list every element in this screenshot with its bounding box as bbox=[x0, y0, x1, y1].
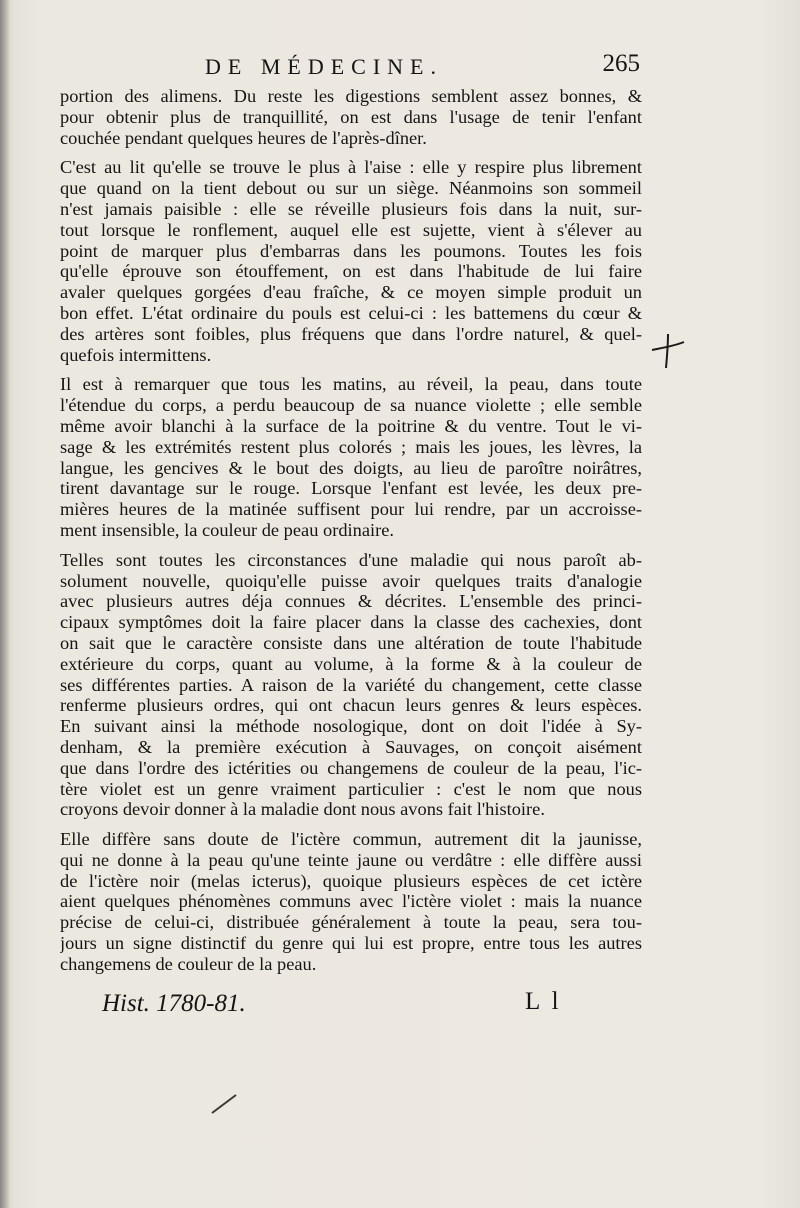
pencil-stroke-icon bbox=[210, 1093, 240, 1115]
text-line: Il est à remarquer que tous les matins, au réveil, la peau, dans toute bbox=[60, 374, 642, 395]
text-line: extérieure du corps, quant au volume, à la forme & à la couleur de bbox=[60, 653, 642, 674]
text-line: ses différentes parties. A raison de la variété du changement, cette classe bbox=[60, 674, 642, 695]
text-line: portion des alimens. Du reste les digestions semblent assez bonnes, & bbox=[60, 86, 642, 106]
paragraph-5 bbox=[60, 829, 642, 975]
text-line: denham, & la première exécution à Sauvages, on conçoit aisément bbox=[60, 736, 642, 757]
text-line: qu'elle éprouve son étouffement, on est dans l'habitude de lui faire bbox=[60, 261, 642, 282]
text-line: bon effet. L'état ordinaire du pouls est celui-ci : les battemens du cœur & bbox=[60, 302, 642, 323]
text-line: l'étendue du corps, a perdu beaucoup de sa nuance violette ; elle semble bbox=[60, 395, 642, 416]
text-line: avaler quelques gorgées d'eau fraîche, & ce moyen simple produit un bbox=[60, 282, 642, 303]
text-line: croyons devoir donner à la maladie dont nous avons fait l'histoire. bbox=[60, 799, 545, 820]
text-line: langue, les gencives & le bout des doigts, au lieu de paroître noirâtres, bbox=[60, 457, 642, 478]
text-line: Elle diffère sans doute de l'ictère commun, autrement dit la jaunisse, bbox=[60, 829, 642, 850]
text-line: de l'ictère noir (melas icterus), quoique plusieurs espèces de cet ictère bbox=[60, 870, 642, 891]
text-line: pour obtenir plus de tranquillité, on est dans l'usage de tenir l'enfant bbox=[60, 106, 642, 127]
paragraph-3 bbox=[60, 374, 642, 540]
text-line: couchée pendant quelques heures de l'après-dîner. bbox=[60, 127, 427, 148]
text-line: changemens de couleur de la peau. bbox=[60, 953, 317, 974]
text-line: jours un signe distinctif du genre qui lui est propre, entre tous les autres bbox=[60, 933, 642, 954]
text-line: des artères sont foibles, plus fréquens que dans l'ordre naturel, & quel- bbox=[60, 323, 642, 344]
text-line: aient quelques phénomènes communs avec l'ictère violet : mais la nuance bbox=[60, 891, 642, 912]
text-line: précise de celui-ci, distribuée généralement à toute la peau, sera tou- bbox=[60, 912, 642, 933]
text-line: tirent davantage sur le rouge. Lorsque l'enfant est levée, les deux pre- bbox=[60, 478, 642, 499]
text-line: tère violet est un genre vraiment particulier : c'est le nom que nous bbox=[60, 778, 642, 799]
page-header bbox=[60, 50, 640, 84]
text-line: que quand on la tient debout ou sur un siège. Néanmoins son sommeil bbox=[60, 178, 642, 199]
page-number: 265 bbox=[602, 50, 640, 77]
gutter-shadow bbox=[0, 0, 10, 1208]
text-line: Telles sont toutes les circonstances d'une maladie qui nous paroît ab- bbox=[60, 549, 642, 570]
body-text bbox=[60, 86, 642, 984]
signature-mark: Hist. 1780-81. bbox=[102, 990, 246, 1017]
paragraph-2 bbox=[60, 157, 642, 365]
text-line: on sait que le caractère consiste dans une altération de toute l'habitude bbox=[60, 632, 642, 653]
text-line: quefois intermittens. bbox=[60, 344, 212, 365]
gathering-signature: L l bbox=[525, 988, 562, 1015]
text-line: renferme plusieurs ordres, qui ont chacun leurs genres & leurs espèces. bbox=[60, 695, 642, 716]
running-head: DE MÉDECINE. bbox=[205, 54, 443, 79]
text-line: C'est au lit qu'elle se trouve le plus à l'aise : elle y respire plus librement bbox=[60, 157, 642, 178]
text-line: tout lorsque le ronflement, auquel elle est sujette, vient à s'élever au bbox=[60, 219, 642, 240]
text-line: mières heures de la matinée suffisent pour lui rendre, par un accroisse- bbox=[60, 499, 642, 520]
text-line: solument nouvelle, quoiqu'elle puisse avoir quelques traits d'analogie bbox=[60, 570, 642, 591]
text-line: que dans l'ordre des ictérities ou changemens de couleur de la peau, l'ic- bbox=[60, 757, 642, 778]
text-line: cipaux symptômes doit la faire placer dans la classe des cachexies, dont bbox=[60, 612, 642, 633]
paragraph-4 bbox=[60, 550, 642, 820]
text-line: avec plusieurs autres déja connues & décrites. L'ensemble des princi- bbox=[60, 591, 642, 612]
text-line: ment insensible, la couleur de peau ordinaire. bbox=[60, 519, 394, 540]
text-line: même avoir blanchi à la surface de la poitrine & du ventre. Tout le vi- bbox=[60, 415, 642, 436]
text-line: En suivant ainsi la méthode nosologique, dont on doit l'idée à Sy- bbox=[60, 716, 642, 737]
handwritten-cross-icon bbox=[648, 330, 688, 370]
text-line: qui ne donne à la peau qu'une teinte jaune ou verdâtre : elle diffère aussi bbox=[60, 849, 642, 870]
text-line: sage & les extrémités restent plus colorés ; mais les joues, les lèvres, la bbox=[60, 436, 642, 457]
text-line: n'est jamais paisible : elle se réveille plusieurs fois dans la nuit, sur- bbox=[60, 198, 642, 219]
paragraph-1 bbox=[60, 86, 642, 148]
text-line: point de marquer plus d'embarras dans les poumons. Toutes les fois bbox=[60, 240, 642, 261]
